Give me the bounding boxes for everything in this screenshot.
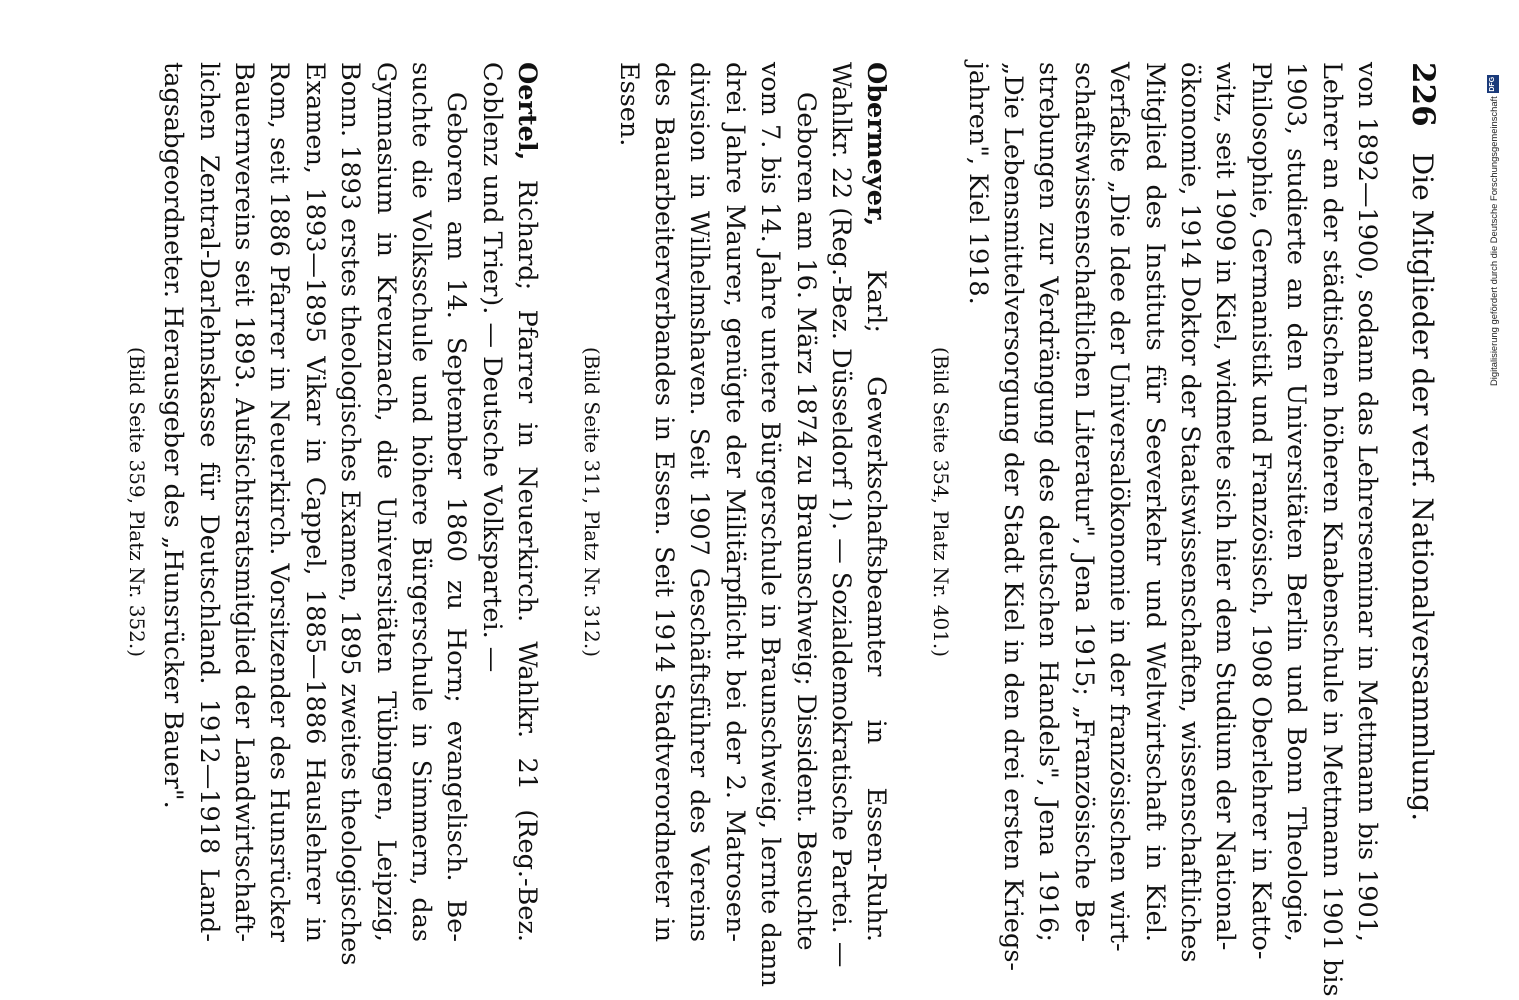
text-line: des Bauarbeiterverbandes in Essen. Seit 1914 Stadtverordneter in: [648, 62, 679, 942]
text-line: Rom, seit 1886 Pfarrer in Neuerkirch. Vorsitzender des Hunsrücker: [264, 62, 295, 942]
entry-surname: Obermeyer,: [861, 62, 892, 227]
text-line: division in Wilhelmshaven. Seit 1907 Geschäftsführer des Vereins: [684, 62, 715, 942]
text-line: Essen.: [613, 62, 644, 147]
running-head: Die Mitglieder der verf. Nationalversammlung.: [1406, 152, 1439, 822]
text-line: jahren", Kiel 1918.: [962, 62, 993, 305]
text-line: suchte die Volksschule und höhere Bürgerschule in Simmern, das: [406, 62, 437, 942]
text-line: von 1892—1900, sodann das Lehrerseminar in Mettmann bis 1901,: [1352, 62, 1382, 942]
digitization-note: [1478, 0, 1508, 386]
text-line: ökonomie, 1914 Doktor der Staatswissenschaften, wissenschaftliches: [1175, 62, 1206, 963]
page-number: 226: [1405, 62, 1441, 127]
text-line: Gymnasium in Kreuznach, die Universitäten Tübingen, Leipzig,: [370, 62, 401, 942]
text-line: schaftswissenschaftlichen Literatur", Jena 1915; „Französische Be-: [1068, 62, 1099, 942]
text-line: Lehrer an der städtischen höheren Knabenschule in Mettmann 1901 bis: [1316, 62, 1347, 997]
text-line: Verfaßte „Die Idee der Universalökonomie in der französischen wirt-: [1104, 62, 1135, 952]
text-line: Geboren am 16. März 1874 zu Braunschweig; Dissident. Besuchte: [790, 92, 821, 951]
entry-oertel: [119, 62, 544, 966]
text-line: Bonn. 1893 erstes theologisches Examen, 1895 zweites theologisches: [335, 62, 366, 966]
image-caption: (Bild Seite 354, Platz Nr. 401.): [929, 346, 954, 658]
text-line: lichen Zentral-Darlehnskasse für Deutschland. 1912—1918 Land-: [193, 62, 224, 942]
page-header: [1400, 62, 1440, 942]
digitization-note-text: Digitalisierung gefördert durch die Deutsche Forschungsgemeinschaft: [1487, 96, 1499, 386]
entry-obermeyer: [574, 62, 893, 987]
image-caption: (Bild Seite 311, Platz Nr. 312.): [580, 346, 605, 658]
text-line: Bauernvereins seit 1893. Aufsichtsratsmitglied der Landwirtschaft-: [229, 62, 260, 942]
text-line: „Die Lebensmittelversorgung der Stadt Kiel in den drei ersten Kriegs-: [998, 62, 1029, 972]
text-line: 1903, studierte an den Universitäten Berlin und Bonn Theologie,: [1281, 62, 1312, 942]
text-line: tagsabgeordneter. Herausgeber des „Hunsrücker Bauer".: [158, 62, 189, 809]
text-line: Philosophie, Germanistik und Französisch, 1908 Oberlehrer in Katto-: [1245, 62, 1276, 960]
entry-heading-line: Oertel, Richard; Pfarrer in Neuerkirch. Wahlkr. 21 (Reg.-Bez.: [512, 62, 543, 942]
text-line: Geboren am 14. September 1860 zu Horn; evangelisch. Be-: [441, 92, 472, 942]
text-line: Coblenz und Trier). — Deutsche Volkspartei. —: [476, 62, 507, 673]
text-line: Mitglied des Instituts für Seeverkehr und Weltwirtschaft in Kiel.: [1139, 62, 1170, 942]
entry-heading-line: Obermeyer, Karl; Gewerkschaftsbeamter in Essen-Ruhr.: [861, 62, 892, 942]
image-caption: (Bild Seite 359, Platz Nr. 352.): [124, 346, 149, 658]
text-line: Examen, 1893—1895 Vikar in Cappel, 1885—1886 Hauslehrer in: [299, 62, 330, 942]
dfg-logo: DFG: [1487, 75, 1499, 93]
entry-continuation: [923, 62, 1384, 997]
text-line: strebungen zur Verdrängung des deutschen Handels", Jena 1916;: [1033, 62, 1064, 942]
text-line: witz, seit 1909 in Kiel, widmete sich hier dem Studium der National-: [1210, 62, 1241, 951]
entry-surname: Oertel,: [512, 62, 543, 161]
text-line: drei Jahre Maurer, genügte der Militärpflicht bei der 2. Matrosen-: [719, 62, 750, 942]
text-line: vom 7. bis 14. Jahre untere Bürgerschule in Braunschweig, lernte dann: [755, 62, 786, 987]
book-page-rotated: [40, 62, 1441, 997]
text-line: Wahlkr. 22 (Reg.-Bez. Düsseldorf 1). — Sozialdemokratische Partei. —: [825, 62, 856, 968]
